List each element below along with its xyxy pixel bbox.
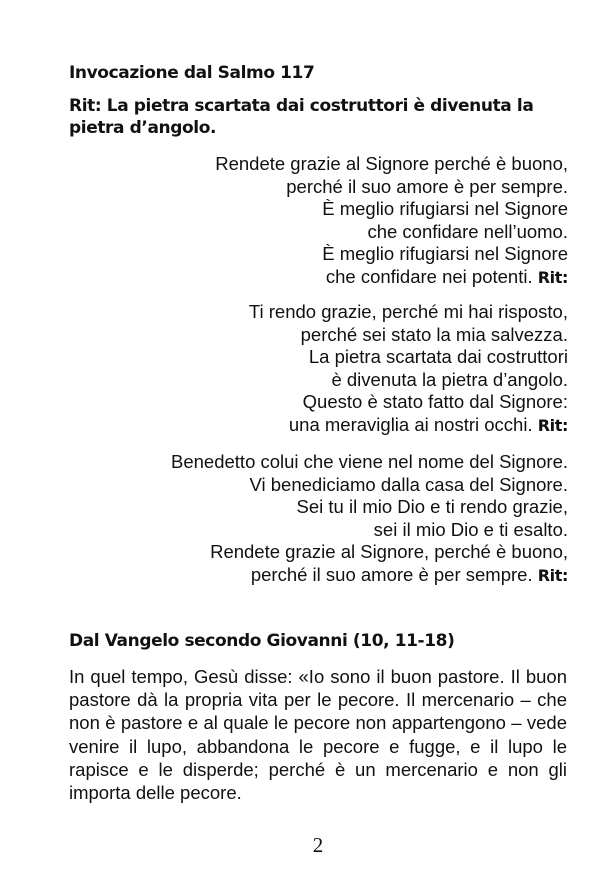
gospel-paragraph: In quel tempo, Gesù disse: «Io sono il buon pastore. Il buon pastore dà la propria vita per le pecore. Il mercenario – che non è pastore e al quale le pecore non appartengono – vede venire il lupo, abbandona le pecore e fugge, e il lupo le rapisce e le disperde; perché è un mercenario e non gli importa delle pecore. (69, 666, 567, 804)
rit-marker: Rit: (537, 267, 568, 287)
stanza-line: Rendete grazie al Signore perché è buono, (215, 153, 568, 174)
rit-marker: Rit: (537, 565, 568, 585)
stanza-line: La pietra scartata dai costruttori (308, 346, 568, 367)
stanza-line: Ti rendo grazie, perché mi hai risposto, (248, 301, 568, 322)
stanza-line: Vi benediciamo dalla casa del Signore. (249, 473, 568, 495)
stanza-line-last (215, 266, 568, 290)
stanza-line: perché sei stato la mia salvezza. (300, 323, 568, 345)
stanza-line-text: una meraviglia ai nostri occhi. (288, 413, 533, 435)
stanza-line-last (249, 414, 568, 438)
stanza-line: Sei tu il mio Dio e ti rendo grazie, (296, 496, 568, 517)
refrain-text: Rit: La pietra scartata dai costruttori è divenuta la pietra d’angolo. (69, 96, 534, 138)
stanza-line: Questo è stato fatto dal Signore: (302, 391, 568, 412)
stanza-line: che confidare nell’uomo. (367, 220, 568, 242)
stanza-line-last (171, 564, 568, 588)
page-number: 2 (312, 833, 324, 857)
stanza-line: perché il suo amore è per sempre. (286, 175, 568, 197)
stanza-line: È meglio rifugiarsi nel Signore (322, 198, 568, 219)
stanza-line: Rendete grazie al Signore, perché è buono, (210, 541, 568, 562)
stanza-line-text: che confidare nei potenti. (325, 265, 533, 287)
stanza-line: è divenuta la pietra d’angolo. (331, 368, 568, 390)
stanza-line: sei il mio Dio e ti esalto. (373, 518, 568, 540)
psalm-heading: Invocazione dal Salmo 117 (69, 63, 315, 83)
stanza-line: Benedetto colui che viene nel nome del Signore. (171, 451, 568, 472)
rit-marker: Rit: (537, 415, 568, 435)
stanza-line-text: perché il suo amore è per sempre. (250, 563, 533, 585)
psalm-stanza-2 (249, 301, 568, 437)
psalm-stanza-3 (171, 451, 568, 587)
gospel-heading: Dal Vangelo secondo Giovanni (10, 11-18) (69, 631, 455, 651)
stanza-line: È meglio rifugiarsi nel Signore (322, 243, 568, 264)
psalm-stanza-1 (215, 153, 568, 289)
